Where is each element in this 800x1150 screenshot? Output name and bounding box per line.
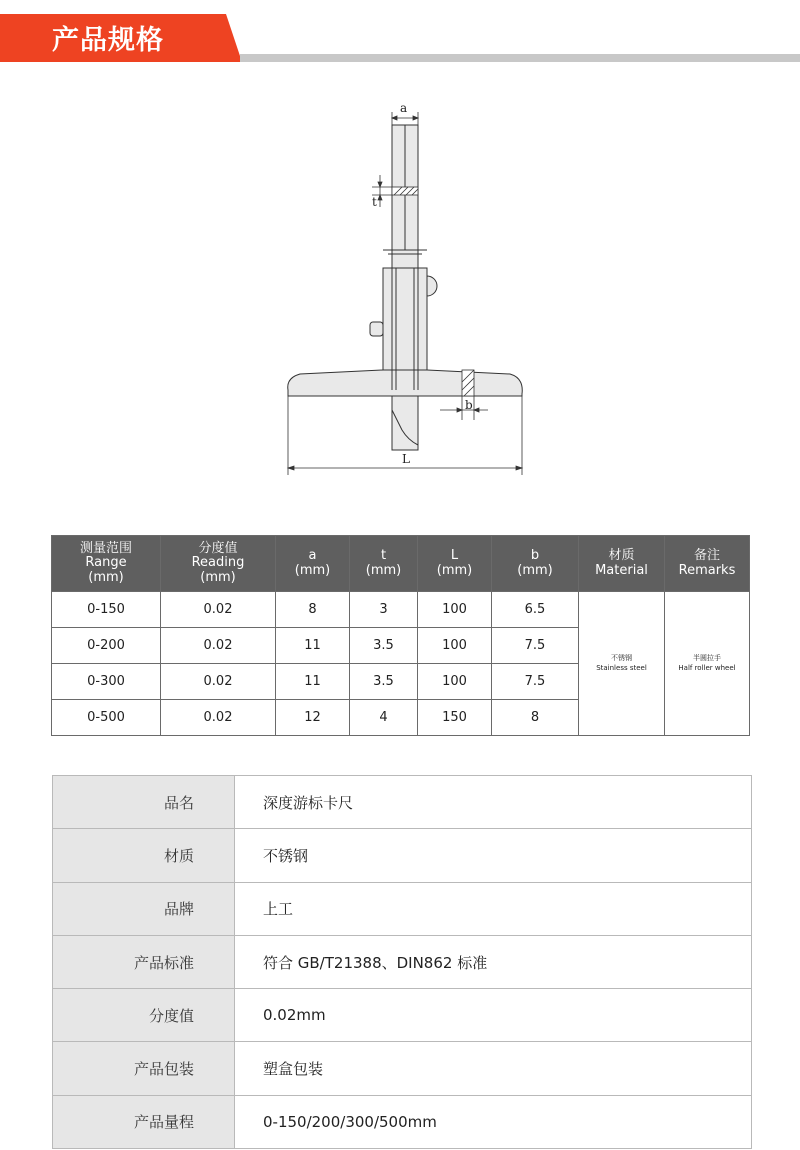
cell-range: 0-150 <box>52 592 161 628</box>
cell-range: 0-500 <box>52 700 161 736</box>
header-divider <box>240 54 800 62</box>
caliper-base <box>288 370 523 396</box>
locking-screw <box>370 322 383 336</box>
info-key: 分度值 <box>53 989 235 1042</box>
cell-L: 100 <box>418 592 492 628</box>
spec-table-header-row <box>52 536 750 592</box>
info-row-reading <box>53 989 752 1042</box>
info-row-standard <box>53 935 752 988</box>
info-key: 产品包装 <box>53 1042 235 1095</box>
cell-b: 7.5 <box>492 664 579 700</box>
cell-range: 0-300 <box>52 664 161 700</box>
material-en: Stainless steel <box>596 663 647 672</box>
cell-b: 8 <box>492 700 579 736</box>
cell-reading: 0.02 <box>161 664 276 700</box>
cell-t: 3 <box>350 592 418 628</box>
info-key: 品名 <box>53 776 235 829</box>
cell-remarks <box>665 592 750 736</box>
table-row <box>52 592 750 628</box>
depth-caliper-drawing <box>0 90 800 490</box>
dim-label-t: t <box>372 195 377 209</box>
material-zh: 不锈钢 <box>611 654 632 663</box>
info-key: 材质 <box>53 829 235 882</box>
col-header-material: 材质 Material <box>579 536 665 592</box>
info-value: 深度游标卡尺 <box>235 776 752 829</box>
cell-b: 7.5 <box>492 628 579 664</box>
info-row-name <box>53 776 752 829</box>
col-header-reading: 分度值 Reading (mm) <box>161 536 276 592</box>
dim-label-b: b <box>465 398 473 412</box>
dim-label-L: L <box>402 452 410 466</box>
cell-L: 150 <box>418 700 492 736</box>
cell-a: 12 <box>276 700 350 736</box>
info-row-material <box>53 829 752 882</box>
cell-reading: 0.02 <box>161 700 276 736</box>
cell-L: 100 <box>418 664 492 700</box>
section-title: 产品规格 <box>52 25 164 56</box>
cell-material <box>579 592 665 736</box>
info-value: 符合 GB/T21388、DIN862 标准 <box>235 935 752 988</box>
depth-caliper-svg <box>0 90 800 490</box>
info-value: 0.02mm <box>235 989 752 1042</box>
info-key: 产品标准 <box>53 935 235 988</box>
section-header <box>0 14 800 64</box>
remarks-zh: 半圆拉手 <box>693 654 721 663</box>
cell-a: 11 <box>276 664 350 700</box>
cell-b: 6.5 <box>492 592 579 628</box>
info-row-range <box>53 1095 752 1148</box>
info-value: 上工 <box>235 882 752 935</box>
info-key: 品牌 <box>53 882 235 935</box>
cell-reading: 0.02 <box>161 628 276 664</box>
spec-table <box>51 535 750 736</box>
col-header-L: L (mm) <box>418 536 492 592</box>
half-roller-wheel <box>427 276 437 296</box>
col-header-a: a (mm) <box>276 536 350 592</box>
cell-t: 4 <box>350 700 418 736</box>
info-value: 塑盒包装 <box>235 1042 752 1095</box>
remarks-en: Half roller wheel <box>678 663 736 672</box>
info-key: 产品量程 <box>53 1095 235 1148</box>
cell-a: 11 <box>276 628 350 664</box>
cell-t: 3.5 <box>350 664 418 700</box>
col-header-range: 测量范围 Range (mm) <box>52 536 161 592</box>
cell-t: 3.5 <box>350 628 418 664</box>
cell-L: 100 <box>418 628 492 664</box>
col-header-remarks: 备注 Remarks <box>665 536 750 592</box>
col-header-t: t (mm) <box>350 536 418 592</box>
info-row-brand <box>53 882 752 935</box>
dim-label-a: a <box>400 101 408 115</box>
cell-a: 8 <box>276 592 350 628</box>
info-value: 不锈钢 <box>235 829 752 882</box>
cell-range: 0-200 <box>52 628 161 664</box>
product-info-table <box>52 775 752 1149</box>
col-header-b: b (mm) <box>492 536 579 592</box>
info-value: 0-150/200/300/500mm <box>235 1095 752 1148</box>
info-row-packaging <box>53 1042 752 1095</box>
cell-reading: 0.02 <box>161 592 276 628</box>
